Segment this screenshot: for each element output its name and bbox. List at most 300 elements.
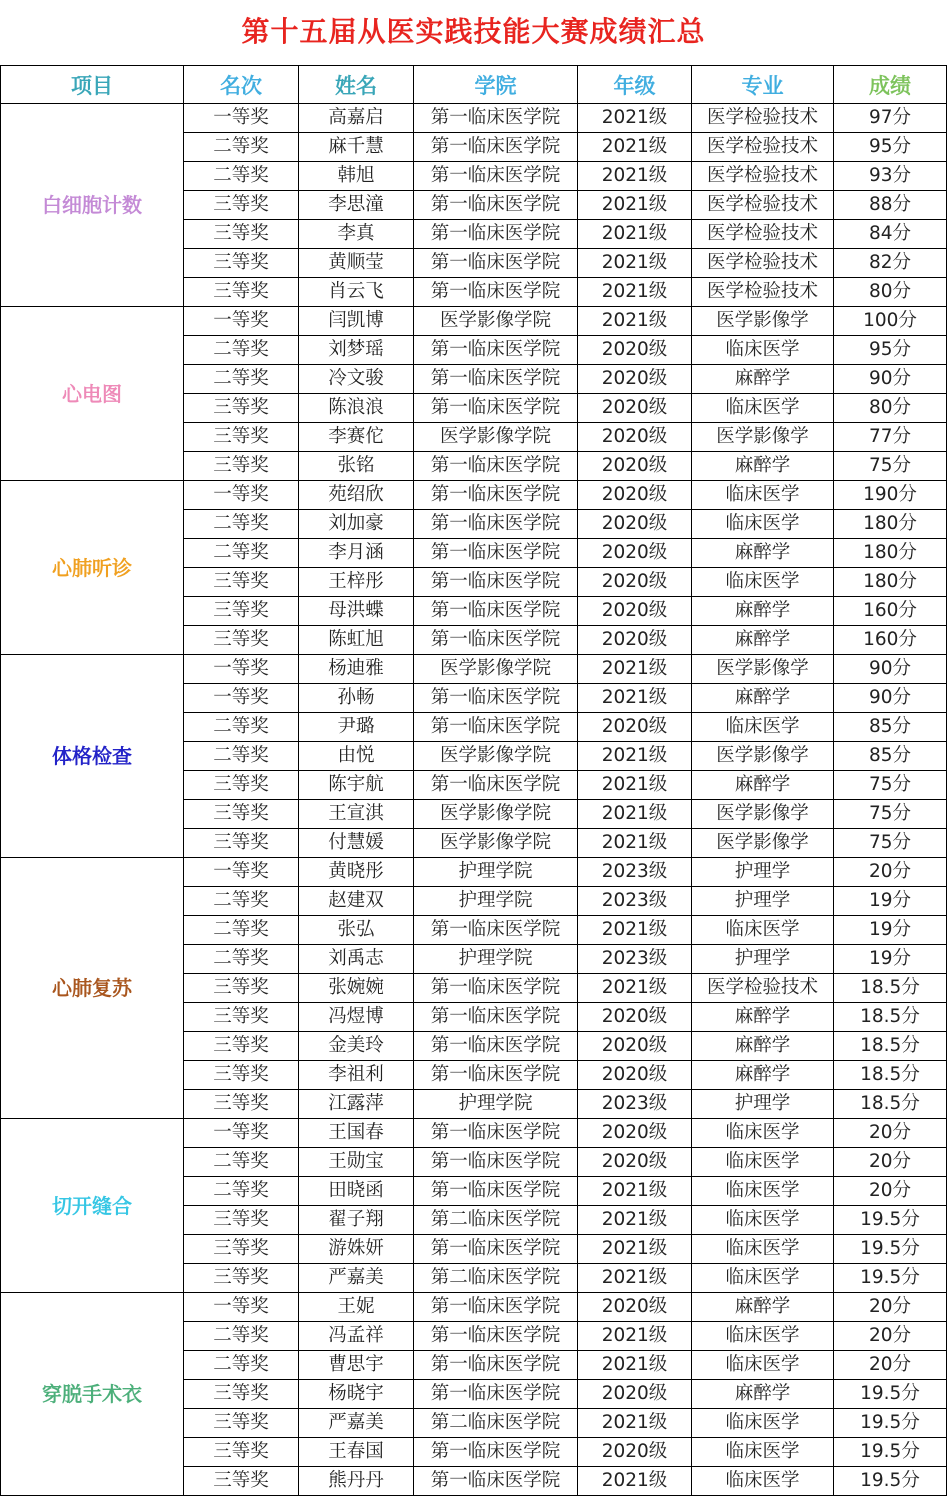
college-cell: 第一临床医学院 — [414, 1467, 578, 1496]
name-cell: 王梓彤 — [299, 568, 414, 597]
score-cell: 88分 — [834, 191, 947, 220]
college-cell: 第一临床医学院 — [414, 771, 578, 800]
project-cell: 体格检查 — [1, 655, 184, 858]
name-cell: 付慧媛 — [299, 829, 414, 858]
score-cell: 19.5分 — [834, 1409, 947, 1438]
name-cell: 王妮 — [299, 1293, 414, 1322]
score-cell: 95分 — [834, 133, 947, 162]
name-cell: 冯煜博 — [299, 1003, 414, 1032]
rank-cell: 一等奖 — [184, 655, 299, 684]
table-row — [1, 655, 947, 684]
name-cell: 肖云飞 — [299, 278, 414, 307]
score-cell: 160分 — [834, 626, 947, 655]
header-college: 学院 — [414, 66, 578, 104]
college-cell: 第一临床医学院 — [414, 539, 578, 568]
grade-cell: 2021级 — [578, 1351, 692, 1380]
college-cell: 第一临床医学院 — [414, 133, 578, 162]
score-cell: 19.5分 — [834, 1467, 947, 1496]
name-cell: 陈宇航 — [299, 771, 414, 800]
name-cell: 田晓函 — [299, 1177, 414, 1206]
college-cell: 护理学院 — [414, 858, 578, 887]
college-cell: 护理学院 — [414, 945, 578, 974]
college-cell: 第一临床医学院 — [414, 249, 578, 278]
score-cell: 19.5分 — [834, 1264, 947, 1293]
score-cell: 18.5分 — [834, 1061, 947, 1090]
rank-cell: 二等奖 — [184, 713, 299, 742]
college-cell: 第一临床医学院 — [414, 1177, 578, 1206]
rank-cell: 三等奖 — [184, 1032, 299, 1061]
score-cell: 19.5分 — [834, 1438, 947, 1467]
rank-cell: 一等奖 — [184, 858, 299, 887]
score-cell: 75分 — [834, 829, 947, 858]
score-cell: 20分 — [834, 1351, 947, 1380]
major-cell: 麻醉学 — [692, 597, 834, 626]
score-cell: 19分 — [834, 887, 947, 916]
major-cell: 医学检验技术 — [692, 278, 834, 307]
rank-cell: 三等奖 — [184, 829, 299, 858]
page-title: 第十五届从医实践技能大赛成绩汇总 — [241, 15, 706, 48]
rank-cell: 一等奖 — [184, 1119, 299, 1148]
name-cell: 杨迪雅 — [299, 655, 414, 684]
grade-cell: 2020级 — [578, 568, 692, 597]
grade-cell: 2021级 — [578, 1322, 692, 1351]
score-cell: 180分 — [834, 539, 947, 568]
score-cell: 18.5分 — [834, 1003, 947, 1032]
college-cell: 第一临床医学院 — [414, 1380, 578, 1409]
major-cell: 临床医学 — [692, 1119, 834, 1148]
college-cell: 第一临床医学院 — [414, 1322, 578, 1351]
major-cell: 临床医学 — [692, 1206, 834, 1235]
project-cell: 心电图 — [1, 307, 184, 481]
name-cell: 熊丹丹 — [299, 1467, 414, 1496]
name-cell: 李月涵 — [299, 539, 414, 568]
major-cell: 临床医学 — [692, 713, 834, 742]
rank-cell: 二等奖 — [184, 1322, 299, 1351]
major-cell: 临床医学 — [692, 336, 834, 365]
score-cell: 80分 — [834, 394, 947, 423]
grade-cell: 2023级 — [578, 858, 692, 887]
major-cell: 麻醉学 — [692, 1293, 834, 1322]
major-cell: 护理学 — [692, 858, 834, 887]
college-cell: 医学影像学院 — [414, 423, 578, 452]
major-cell: 麻醉学 — [692, 452, 834, 481]
grade-cell: 2020级 — [578, 1061, 692, 1090]
major-cell: 临床医学 — [692, 568, 834, 597]
grade-cell: 2020级 — [578, 1003, 692, 1032]
name-cell: 张婉婉 — [299, 974, 414, 1003]
name-cell: 母洪蝶 — [299, 597, 414, 626]
major-cell: 医学影像学 — [692, 829, 834, 858]
score-cell: 18.5分 — [834, 1032, 947, 1061]
college-cell: 第一临床医学院 — [414, 1351, 578, 1380]
rank-cell: 三等奖 — [184, 771, 299, 800]
major-cell: 麻醉学 — [692, 539, 834, 568]
score-cell: 20分 — [834, 858, 947, 887]
rank-cell: 二等奖 — [184, 539, 299, 568]
grade-cell: 2021级 — [578, 1264, 692, 1293]
major-cell: 医学影像学 — [692, 307, 834, 336]
project-cell: 穿脱手术衣 — [1, 1293, 184, 1496]
major-cell: 临床医学 — [692, 1438, 834, 1467]
rank-cell: 三等奖 — [184, 1061, 299, 1090]
grade-cell: 2020级 — [578, 1438, 692, 1467]
header-major: 专业 — [692, 66, 834, 104]
grade-cell: 2021级 — [578, 1467, 692, 1496]
score-cell: 75分 — [834, 452, 947, 481]
grade-cell: 2020级 — [578, 452, 692, 481]
rank-cell: 一等奖 — [184, 1293, 299, 1322]
name-cell: 严嘉美 — [299, 1264, 414, 1293]
grade-cell: 2020级 — [578, 394, 692, 423]
name-cell: 孙畅 — [299, 684, 414, 713]
major-cell: 临床医学 — [692, 1177, 834, 1206]
score-cell: 90分 — [834, 684, 947, 713]
college-cell: 护理学院 — [414, 1090, 578, 1119]
header-project: 项目 — [1, 66, 184, 104]
rank-cell: 二等奖 — [184, 887, 299, 916]
table-row — [1, 858, 947, 887]
score-cell: 90分 — [834, 365, 947, 394]
major-cell: 护理学 — [692, 887, 834, 916]
major-cell: 临床医学 — [692, 1235, 834, 1264]
rank-cell: 二等奖 — [184, 1351, 299, 1380]
name-cell: 刘加豪 — [299, 510, 414, 539]
score-cell: 180分 — [834, 510, 947, 539]
college-cell: 第一临床医学院 — [414, 684, 578, 713]
name-cell: 赵建双 — [299, 887, 414, 916]
grade-cell: 2021级 — [578, 104, 692, 133]
college-cell: 第一临床医学院 — [414, 974, 578, 1003]
major-cell: 麻醉学 — [692, 365, 834, 394]
college-cell: 第一临床医学院 — [414, 1235, 578, 1264]
name-cell: 翟子翔 — [299, 1206, 414, 1235]
major-cell: 医学检验技术 — [692, 133, 834, 162]
grade-cell: 2020级 — [578, 1148, 692, 1177]
score-cell: 19.5分 — [834, 1235, 947, 1264]
major-cell: 医学检验技术 — [692, 162, 834, 191]
rank-cell: 一等奖 — [184, 481, 299, 510]
score-cell: 97分 — [834, 104, 947, 133]
project-cell: 心肺复苏 — [1, 858, 184, 1119]
name-cell: 张铭 — [299, 452, 414, 481]
major-cell: 医学影像学 — [692, 655, 834, 684]
name-cell: 冯孟祥 — [299, 1322, 414, 1351]
grade-cell: 2021级 — [578, 1177, 692, 1206]
grade-cell: 2020级 — [578, 1293, 692, 1322]
score-cell: 18.5分 — [834, 1090, 947, 1119]
score-cell: 80分 — [834, 278, 947, 307]
name-cell: 黄晓彤 — [299, 858, 414, 887]
rank-cell: 二等奖 — [184, 1177, 299, 1206]
college-cell: 第二临床医学院 — [414, 1409, 578, 1438]
name-cell: 杨晓宇 — [299, 1380, 414, 1409]
college-cell: 第一临床医学院 — [414, 278, 578, 307]
major-cell: 麻醉学 — [692, 771, 834, 800]
score-cell: 20分 — [834, 1293, 947, 1322]
college-cell: 第二临床医学院 — [414, 1206, 578, 1235]
college-cell: 第一临床医学院 — [414, 1003, 578, 1032]
grade-cell: 2021级 — [578, 684, 692, 713]
rank-cell: 二等奖 — [184, 916, 299, 945]
college-cell: 第一临床医学院 — [414, 394, 578, 423]
rank-cell: 二等奖 — [184, 336, 299, 365]
score-cell: 75分 — [834, 800, 947, 829]
header-score: 成绩 — [834, 66, 947, 104]
score-cell: 100分 — [834, 307, 947, 336]
name-cell: 高嘉启 — [299, 104, 414, 133]
major-cell: 护理学 — [692, 1090, 834, 1119]
grade-cell: 2021级 — [578, 829, 692, 858]
grade-cell: 2021级 — [578, 655, 692, 684]
table-row — [1, 1119, 947, 1148]
rank-cell: 三等奖 — [184, 423, 299, 452]
name-cell: 陈浪浪 — [299, 394, 414, 423]
major-cell: 临床医学 — [692, 1322, 834, 1351]
name-cell: 曹思宇 — [299, 1351, 414, 1380]
grade-cell: 2020级 — [578, 336, 692, 365]
rank-cell: 三等奖 — [184, 1206, 299, 1235]
grade-cell: 2020级 — [578, 510, 692, 539]
college-cell: 第一临床医学院 — [414, 916, 578, 945]
grade-cell: 2020级 — [578, 626, 692, 655]
rank-cell: 三等奖 — [184, 800, 299, 829]
grade-cell: 2023级 — [578, 1090, 692, 1119]
college-cell: 第一临床医学院 — [414, 713, 578, 742]
name-cell: 江露萍 — [299, 1090, 414, 1119]
score-cell: 20分 — [834, 1148, 947, 1177]
major-cell: 临床医学 — [692, 1351, 834, 1380]
rank-cell: 一等奖 — [184, 684, 299, 713]
project-cell: 白细胞计数 — [1, 104, 184, 307]
table-row — [1, 307, 947, 336]
major-cell: 麻醉学 — [692, 1380, 834, 1409]
name-cell: 麻千慧 — [299, 133, 414, 162]
major-cell: 临床医学 — [692, 1409, 834, 1438]
name-cell: 王勋宝 — [299, 1148, 414, 1177]
rank-cell: 三等奖 — [184, 974, 299, 1003]
grade-cell: 2020级 — [578, 1380, 692, 1409]
name-cell: 韩旭 — [299, 162, 414, 191]
college-cell: 第一临床医学院 — [414, 336, 578, 365]
name-cell: 由悦 — [299, 742, 414, 771]
major-cell: 临床医学 — [692, 1467, 834, 1496]
college-cell: 医学影像学院 — [414, 307, 578, 336]
major-cell: 麻醉学 — [692, 684, 834, 713]
score-cell: 75分 — [834, 771, 947, 800]
college-cell: 第二临床医学院 — [414, 1264, 578, 1293]
major-cell: 医学影像学 — [692, 742, 834, 771]
table-row — [1, 481, 947, 510]
name-cell: 王宣淇 — [299, 800, 414, 829]
grade-cell: 2021级 — [578, 974, 692, 1003]
college-cell: 第一临床医学院 — [414, 481, 578, 510]
score-cell: 82分 — [834, 249, 947, 278]
major-cell: 临床医学 — [692, 394, 834, 423]
score-cell: 85分 — [834, 713, 947, 742]
rank-cell: 三等奖 — [184, 1090, 299, 1119]
score-cell: 85分 — [834, 742, 947, 771]
grade-cell: 2021级 — [578, 1235, 692, 1264]
rank-cell: 三等奖 — [184, 220, 299, 249]
grade-cell: 2020级 — [578, 1032, 692, 1061]
grade-cell: 2021级 — [578, 278, 692, 307]
name-cell: 严嘉美 — [299, 1409, 414, 1438]
name-cell: 游姝妍 — [299, 1235, 414, 1264]
name-cell: 王春国 — [299, 1438, 414, 1467]
grade-cell: 2023级 — [578, 945, 692, 974]
grade-cell: 2020级 — [578, 423, 692, 452]
college-cell: 第一临床医学院 — [414, 626, 578, 655]
rank-cell: 二等奖 — [184, 365, 299, 394]
name-cell: 尹璐 — [299, 713, 414, 742]
major-cell: 临床医学 — [692, 481, 834, 510]
rank-cell: 三等奖 — [184, 191, 299, 220]
rank-cell: 三等奖 — [184, 597, 299, 626]
rank-cell: 三等奖 — [184, 1438, 299, 1467]
rank-cell: 三等奖 — [184, 394, 299, 423]
college-cell: 第一临床医学院 — [414, 1061, 578, 1090]
grade-cell: 2020级 — [578, 1119, 692, 1148]
score-cell: 160分 — [834, 597, 947, 626]
grade-cell: 2020级 — [578, 713, 692, 742]
grade-cell: 2021级 — [578, 133, 692, 162]
name-cell: 陈虹旭 — [299, 626, 414, 655]
college-cell: 第一临床医学院 — [414, 1438, 578, 1467]
score-cell: 93分 — [834, 162, 947, 191]
score-cell: 20分 — [834, 1119, 947, 1148]
major-cell: 医学检验技术 — [692, 249, 834, 278]
name-cell: 张弘 — [299, 916, 414, 945]
grade-cell: 2021级 — [578, 191, 692, 220]
score-cell: 19.5分 — [834, 1206, 947, 1235]
rank-cell: 三等奖 — [184, 278, 299, 307]
major-cell: 医学检验技术 — [692, 974, 834, 1003]
major-cell: 临床医学 — [692, 916, 834, 945]
name-cell: 李思潼 — [299, 191, 414, 220]
major-cell: 医学影像学 — [692, 800, 834, 829]
rank-cell: 一等奖 — [184, 104, 299, 133]
rank-cell: 三等奖 — [184, 452, 299, 481]
rank-cell: 三等奖 — [184, 1409, 299, 1438]
score-cell: 19.5分 — [834, 1380, 947, 1409]
name-cell: 黄顺莹 — [299, 249, 414, 278]
college-cell: 第一临床医学院 — [414, 452, 578, 481]
score-cell: 19分 — [834, 916, 947, 945]
score-cell: 84分 — [834, 220, 947, 249]
table-row — [1, 1293, 947, 1322]
grade-cell: 2020级 — [578, 365, 692, 394]
name-cell: 王国春 — [299, 1119, 414, 1148]
name-cell: 李真 — [299, 220, 414, 249]
college-cell: 第一临床医学院 — [414, 1119, 578, 1148]
header-grade: 年级 — [578, 66, 692, 104]
score-cell: 95分 — [834, 336, 947, 365]
grade-cell: 2021级 — [578, 1206, 692, 1235]
college-cell: 第一临床医学院 — [414, 568, 578, 597]
college-cell: 第一临床医学院 — [414, 365, 578, 394]
name-cell: 闫凯博 — [299, 307, 414, 336]
grade-cell: 2021级 — [578, 1409, 692, 1438]
major-cell: 临床医学 — [692, 510, 834, 539]
rank-cell: 二等奖 — [184, 510, 299, 539]
major-cell: 护理学 — [692, 945, 834, 974]
name-cell: 刘梦瑶 — [299, 336, 414, 365]
name-cell: 刘禹志 — [299, 945, 414, 974]
header-row — [1, 66, 947, 104]
major-cell: 麻醉学 — [692, 1032, 834, 1061]
rank-cell: 三等奖 — [184, 1467, 299, 1496]
college-cell: 第一临床医学院 — [414, 510, 578, 539]
rank-cell: 三等奖 — [184, 249, 299, 278]
college-cell: 医学影像学院 — [414, 742, 578, 771]
major-cell: 医学检验技术 — [692, 104, 834, 133]
grade-cell: 2021级 — [578, 249, 692, 278]
score-cell: 18.5分 — [834, 974, 947, 1003]
college-cell: 医学影像学院 — [414, 655, 578, 684]
rank-cell: 二等奖 — [184, 133, 299, 162]
major-cell: 临床医学 — [692, 1264, 834, 1293]
score-cell: 77分 — [834, 423, 947, 452]
major-cell: 医学影像学 — [692, 423, 834, 452]
rank-cell: 三等奖 — [184, 1380, 299, 1409]
grade-cell: 2021级 — [578, 162, 692, 191]
major-cell: 临床医学 — [692, 1148, 834, 1177]
major-cell: 麻醉学 — [692, 626, 834, 655]
rank-cell: 二等奖 — [184, 742, 299, 771]
rank-cell: 三等奖 — [184, 1003, 299, 1032]
score-cell: 20分 — [834, 1177, 947, 1206]
major-cell: 麻醉学 — [692, 1003, 834, 1032]
college-cell: 第一临床医学院 — [414, 1293, 578, 1322]
rank-cell: 三等奖 — [184, 626, 299, 655]
grade-cell: 2021级 — [578, 771, 692, 800]
college-cell: 医学影像学院 — [414, 829, 578, 858]
rank-cell: 二等奖 — [184, 1148, 299, 1177]
college-cell: 第一临床医学院 — [414, 597, 578, 626]
table-row — [1, 104, 947, 133]
grade-cell: 2023级 — [578, 887, 692, 916]
name-cell: 李赛佗 — [299, 423, 414, 452]
header-rank: 名次 — [184, 66, 299, 104]
score-cell: 20分 — [834, 1322, 947, 1351]
college-cell: 第一临床医学院 — [414, 1148, 578, 1177]
college-cell: 第一临床医学院 — [414, 220, 578, 249]
rank-cell: 二等奖 — [184, 162, 299, 191]
grade-cell: 2021级 — [578, 307, 692, 336]
rank-cell: 二等奖 — [184, 945, 299, 974]
college-cell: 医学影像学院 — [414, 800, 578, 829]
college-cell: 第一临床医学院 — [414, 191, 578, 220]
grade-cell: 2021级 — [578, 742, 692, 771]
rank-cell: 一等奖 — [184, 307, 299, 336]
grade-cell: 2021级 — [578, 220, 692, 249]
college-cell: 护理学院 — [414, 887, 578, 916]
name-cell: 金美玲 — [299, 1032, 414, 1061]
score-cell: 90分 — [834, 655, 947, 684]
college-cell: 第一临床医学院 — [414, 162, 578, 191]
rank-cell: 三等奖 — [184, 1264, 299, 1293]
rank-cell: 三等奖 — [184, 568, 299, 597]
score-cell: 19分 — [834, 945, 947, 974]
score-cell: 180分 — [834, 568, 947, 597]
grade-cell: 2020级 — [578, 597, 692, 626]
grade-cell: 2021级 — [578, 800, 692, 829]
grade-cell: 2021级 — [578, 916, 692, 945]
name-cell: 李祖利 — [299, 1061, 414, 1090]
name-cell: 冷文骏 — [299, 365, 414, 394]
project-cell: 心肺听诊 — [1, 481, 184, 655]
major-cell: 麻醉学 — [692, 1061, 834, 1090]
